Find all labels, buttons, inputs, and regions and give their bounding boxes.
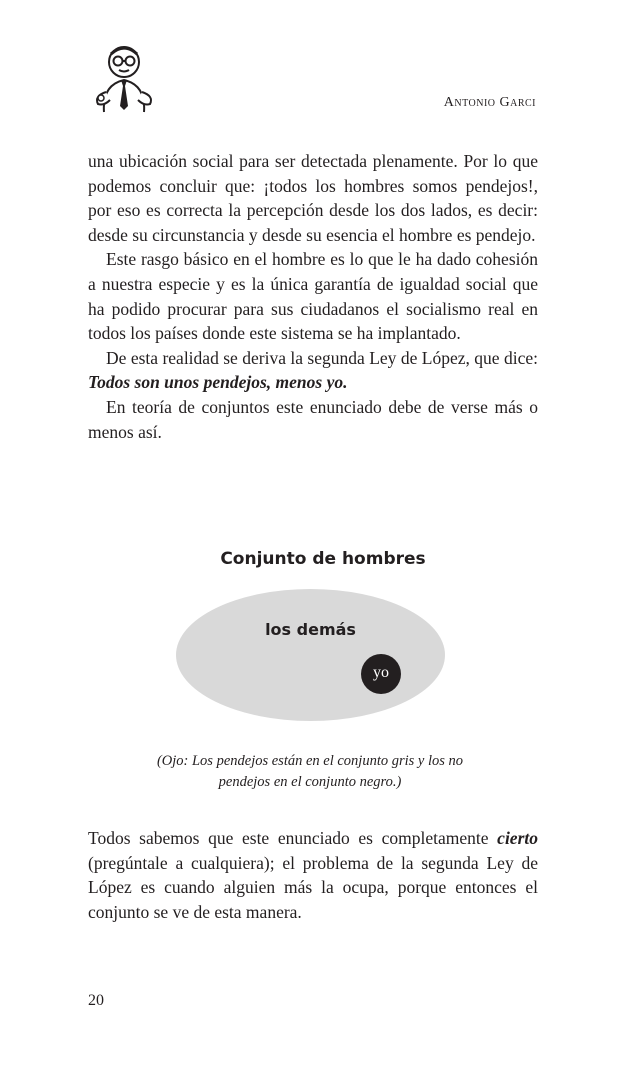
gray-set-ellipse xyxy=(176,589,445,721)
caption-line: (Ojo: Los pendejos están en el conjunto gris y los no xyxy=(156,753,464,769)
paragraph: En teoría de conjuntos este enunciado debe de verse más o menos así. xyxy=(88,396,538,442)
black-set-circle: yo xyxy=(361,654,401,694)
diagram-caption xyxy=(100,751,520,793)
author-caricature-icon xyxy=(84,40,164,120)
law-lead-text: De esta realidad se deriva la segunda Ley de López, que dice: xyxy=(106,347,538,368)
caption-line: pendejos en el conjunto negro.) xyxy=(218,774,402,790)
body-text-top xyxy=(88,149,538,444)
closing-paragraph xyxy=(88,826,538,924)
page-number: 20 xyxy=(88,992,104,1009)
gray-set-label: los demás xyxy=(265,620,356,639)
running-header-author: Antonio Garci xyxy=(443,95,536,110)
law-statement: Todos son unos pendejos, menos yo. xyxy=(88,372,348,393)
paragraph: una ubicación social para ser detectada plenamente. Por lo que podemos concluir que: ¡todos los hombres somos pendejos!, por eso es correcta la percepción desde los dos lados, es decir: desde su circunstancia y desde su esencia el hombre es pendejo. xyxy=(88,151,538,245)
diagram-title: Conjunto de hombres xyxy=(220,549,426,569)
emphasis-word: cierto xyxy=(497,828,538,848)
law-paragraph xyxy=(88,346,538,395)
closing-text-start: Todos sabemos que este enunciado es completamente xyxy=(88,828,498,848)
paragraph: Este rasgo básico en el hombre es lo que le ha dado cohesión a nuestra especie y es la única garantía de igualdad social que ha podido procurar para sus ciudadanos el socialismo real en todos los países donde este sistema se ha implantado. xyxy=(88,249,538,344)
closing-text-end: (pregúntale a cualquiera); el problema de la segunda Ley de López es cuando alguien más la ocupa, porque entonces el conjunto se ve de esta manera. xyxy=(88,852,538,922)
body-text-bottom xyxy=(88,826,538,924)
